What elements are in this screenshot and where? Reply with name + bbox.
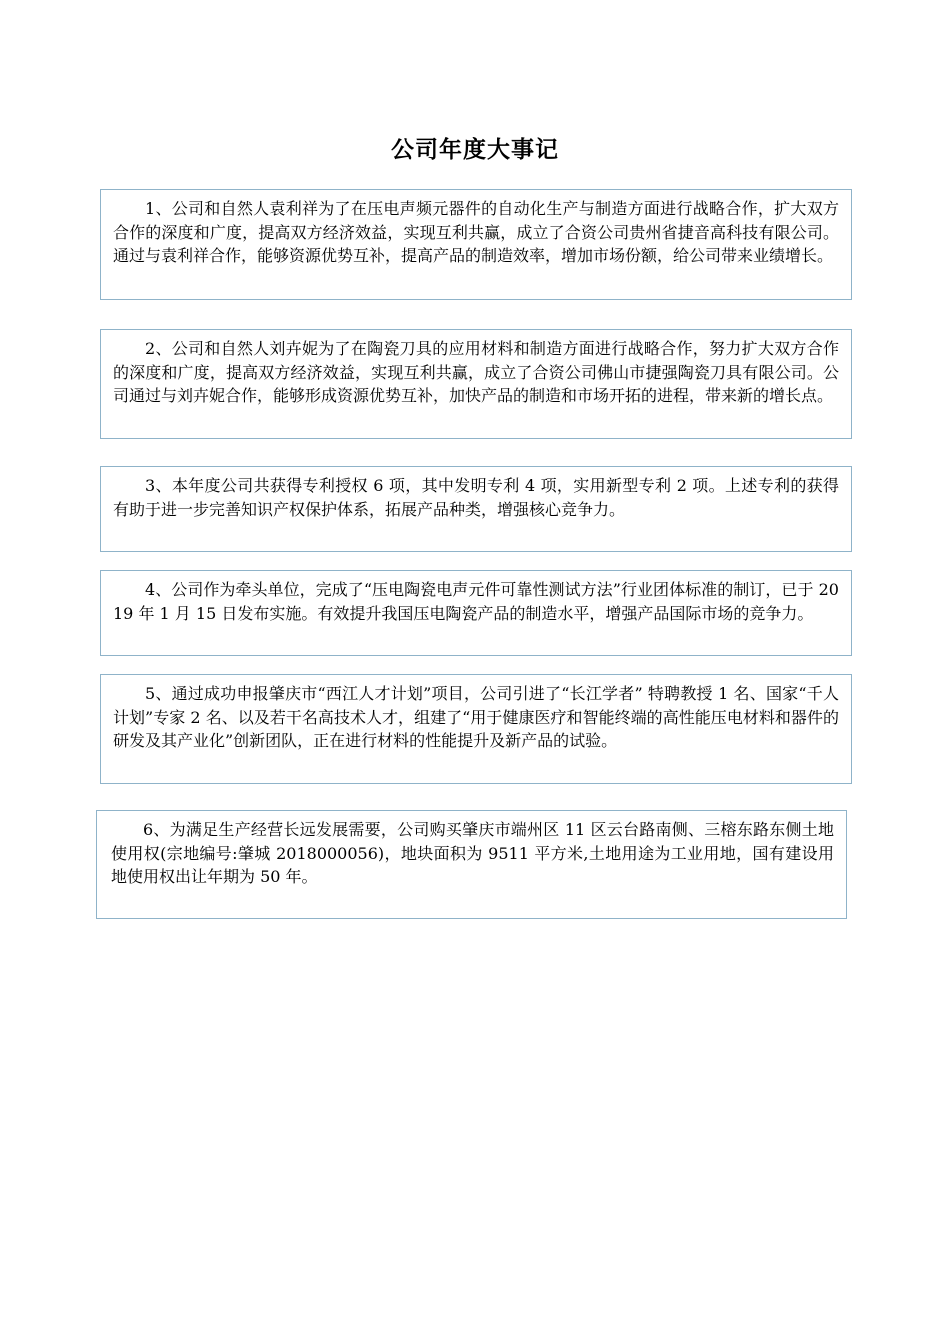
event-text: 2、公司和自然人刘卉妮为了在陶瓷刀具的应用材料和制造方面进行战略合作，努力扩大双方合作的深度和广度，提高双方经济效益，实现互利共赢，成立了合资公司佛山市捷强陶瓷刀具有限公司。公司通过与刘卉妮合作，能够形成资源优势互补，加快产品的制造和市场开拓的进程，带来新的增长点。 [113, 339, 839, 405]
event-text: 6、为满足生产经营长远发展需要，公司购买肇庆市端州区 11 区云台路南侧、三榕东路东侧土地使用权(宗地编号:肇城 2018000056)，地块面积为 9511 平方米,土地用途为工业用地，国有建设用地使用权出让年期为 50 年。 [111, 820, 834, 886]
event-item-1 [100, 189, 852, 300]
event-item-4 [100, 570, 852, 656]
event-text: 4、公司作为牵头单位，完成了“压电陶瓷电声元件可靠性测试方法”行业团体标准的制订，已于 2019 年 1 月 15 日发布实施。有效提升我国压电陶瓷产品的制造水平，增强产品国际市场的竞争力。 [113, 580, 839, 623]
event-text: 3、本年度公司共获得专利授权 6 项，其中发明专利 4 项，实用新型专利 2 项。上述专利的获得有助于进一步完善知识产权保护体系，拓展产品种类，增强核心竞争力。 [113, 476, 839, 519]
event-item-3 [100, 466, 852, 552]
event-item-6 [96, 810, 847, 919]
event-text: 5、通过成功申报肇庆市“西江人才计划”项目，公司引进了“长江学者” 特聘教授 1 名、国家“千人计划”专家 2 名、以及若干名高技术人才，组建了“用于健康医疗和智能终端的高性能压电材料和器件的研发及其产业化”创新团队，正在进行材料的性能提升及新产品的试验。 [113, 684, 839, 750]
event-text: 1、公司和自然人袁利祥为了在压电声频元器件的自动化生产与制造方面进行战略合作，扩大双方合作的深度和广度，提高双方经济效益，实现互利共赢，成立了合资公司贵州省捷音高科技有限公司。通过与袁利祥合作，能够资源优势互补，提高产品的制造效率，增加市场份额，给公司带来业绩增长。 [113, 199, 839, 265]
event-item-5 [100, 674, 852, 784]
page-title: 公司年度大事记 [391, 137, 559, 163]
event-item-2 [100, 329, 852, 439]
